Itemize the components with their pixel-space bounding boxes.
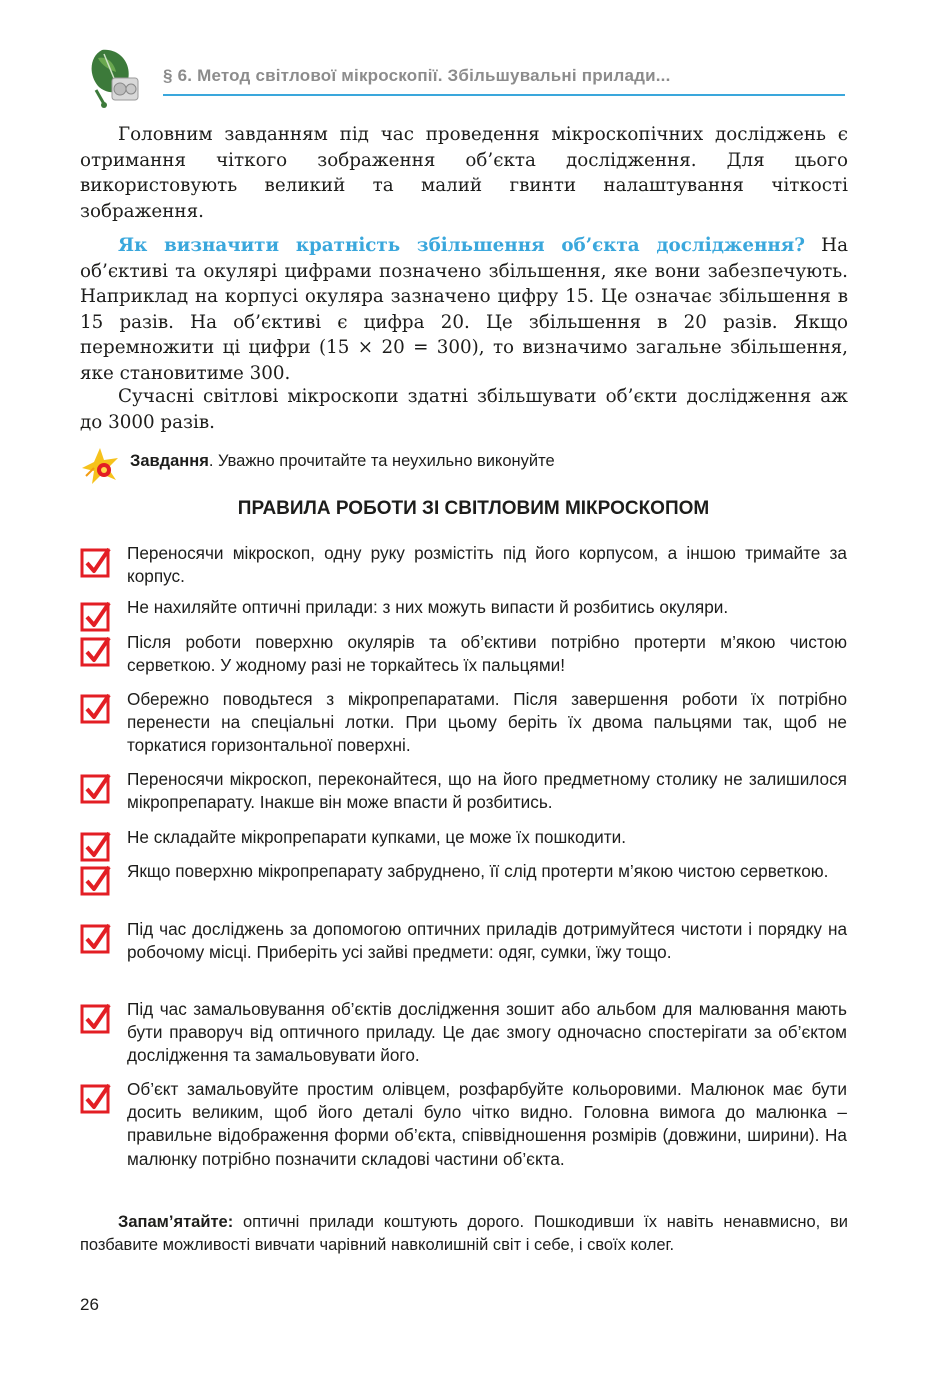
rule-text: Не нахиляйте оптичні прилади: з них можуть випасти й розбитись окуляри. <box>127 597 729 617</box>
modern-microscopes-paragraph: Сучасні світлові мікроскопи здатні збільшувати об’єкти дослідження аж до 3000 разів. <box>80 386 848 433</box>
task-text <box>130 452 555 471</box>
remember-note <box>80 1211 848 1256</box>
magnification-explanation: На об’єктиві та окулярі цифрами позначено збільшення, яке вони забезпечують. Наприклад на корпусі окуляра зазначено цифру 15. Це означає збільшення в 15 разів. На об’єктиві є цифра 20. Це збільшення в 20 разів. Якщо перемножити ці цифри (15 × 20 = 300), то визначимо загальне збільшення, яке становитиме 300. <box>80 235 848 384</box>
rule-text: Під час замальовування об’єктів дослідження зошит або альбом для малювання мають бути праворуч від оптичного приладу. Це дає змогу одночасно спостерігати за об’єктом дослідження та замальовувати його. <box>127 999 847 1066</box>
checkbox-checked-icon <box>80 864 112 896</box>
rule-text: Переносячи мікроскоп, одну руку розмістіть під його корпусом, а іншою тримайте за корпус. <box>127 543 847 587</box>
remember-label: Запам’ятайте: <box>118 1213 234 1231</box>
checkbox-checked-icon <box>80 922 112 954</box>
checkbox-checked-icon <box>80 546 112 578</box>
checkbox-checked-icon <box>80 635 112 667</box>
checkbox-checked-icon <box>80 600 112 632</box>
rule-text: Після роботи поверхню окулярів та об’єктиви потрібно протерти м’якою чистою серветкою. У жодному разі не торкайтесь їх пальцями! <box>127 632 847 676</box>
checkbox-checked-icon <box>80 830 112 862</box>
checkbox-checked-icon <box>80 1082 112 1114</box>
microscope-leaf-icon <box>84 44 144 110</box>
rule-text: Якщо поверхню мікропрепарату забруднено, її слід протерти м’якою чистою серветкою. <box>127 861 829 881</box>
rules-title: ПРАВИЛА РОБОТИ ЗІ СВІТЛОВИМ МІКРОСКОПОМ <box>237 498 710 519</box>
task-label: Завдання <box>130 452 209 470</box>
checkbox-checked-icon <box>80 772 112 804</box>
rule-text: Об’єкт замальовуйте простим олівцем, розфарбуйте кольоровими. Малюнок має бути досить великим, щоб його деталі було чітко видно. Головна вимога до малюнка – правильне відображення форми об’єкта, співвідношення розмірів (довжини, ширини). На малюнку потрібно позначити складові частини об’єкта. <box>127 1079 847 1169</box>
rule-text: Переносячи мікроскоп, переконайтеся, що на його предметному столику не залишилося мікропрепарату. Інакше він може впасти й розбитись. <box>127 769 847 813</box>
checkbox-checked-icon <box>80 692 112 724</box>
rule-text: Обережно поводьтеся з мікропрепаратами. Після завершення роботи їх потрібно перенести на спеціальні лотки. При цьому беріть їх двома пальцями так, щоб не торкатися горизонтальної поверхні. <box>127 689 847 756</box>
magnification-paragraph <box>80 233 848 386</box>
page-number: 26 <box>80 1295 99 1314</box>
intro-paragraph: Головним завданням під час проведення мікроскопічних досліджень є отримання чіткого зображення об’єкта дослідження. Для цього використовують великий та малий гвинти налаштування чіткості зображення. <box>80 124 848 222</box>
magnification-question: Як визначити кратність збільшення об’єкта дослідження? <box>118 235 805 256</box>
rule-text: Не складайте мікропрепарати купками, це може їх пошкодити. <box>127 827 626 847</box>
remember-text: оптичні прилади коштують дорого. Пошкодивши їх навіть ненавмисно, ви позбавите можливості вивчати чарівний навколишній світ і себе, і своїх колег. <box>80 1213 848 1254</box>
task-star-icon <box>80 446 124 486</box>
task-instruction: . Уважно прочитайте та неухильно виконуйте <box>208 452 555 470</box>
task-block <box>80 446 850 486</box>
checkbox-checked-icon <box>80 1002 112 1034</box>
section-title: § 6. Метод світлової мікроскопії. Збільшувальні прилади... <box>163 66 671 85</box>
rule-text: Під час досліджень за допомогою оптичних приладів дотримуйтеся чистоти і порядку на робочому місці. Приберіть усі зайві предмети: одяг, сумки, їжу тощо. <box>127 919 847 963</box>
header-divider <box>163 94 845 96</box>
